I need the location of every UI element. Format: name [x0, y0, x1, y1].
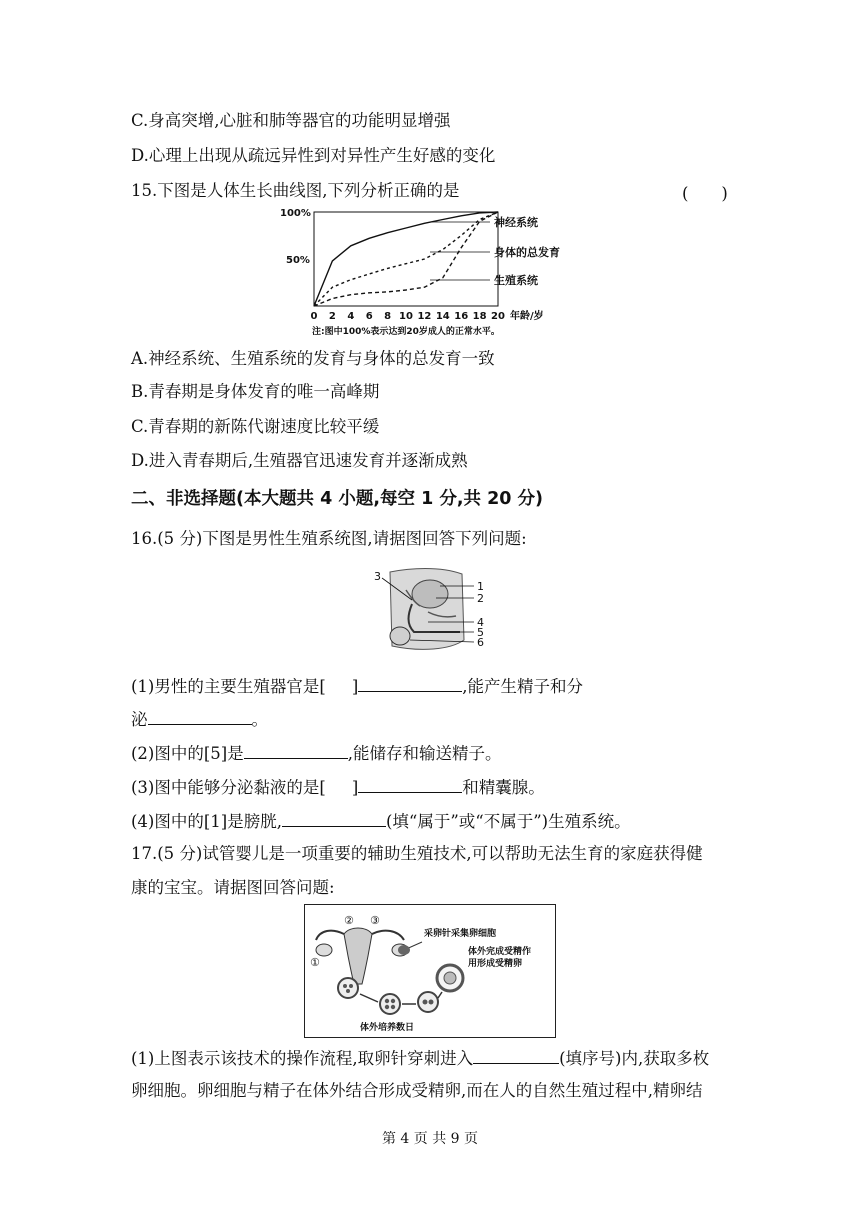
q17-p1-text-a: (1)上图表示该技术的操作流程,取卵针穿刺进入	[131, 1049, 474, 1068]
q16-p3-text-c: 和精囊腺。	[462, 778, 545, 797]
series-label-1: 神经系统	[494, 216, 538, 229]
chart-note: 注:图中100%表示达到20岁成人的正常水平。	[312, 327, 500, 337]
q16-p2-blank[interactable]	[244, 741, 348, 759]
x-tick-6: 6	[365, 311, 373, 322]
q16-p2-text-b: ,能储存和输送精子。	[347, 744, 502, 763]
x-tick-0: 0	[310, 311, 318, 322]
growth-curve-svg	[278, 206, 598, 344]
growth-curve-chart	[278, 206, 598, 344]
q16-part1-line1	[131, 674, 583, 698]
q16-p2-text-a: (2)图中的[5]是	[131, 744, 244, 763]
q16-p1-text-b: ]	[351, 677, 359, 696]
q17-stem-line1: 17.(5 分)试管婴儿是一项重要的辅助生殖技术,可以帮助无法生育的家庭获得健	[131, 844, 703, 863]
q17-p1-blank[interactable]	[473, 1046, 559, 1064]
x-tick-2: 2	[328, 311, 336, 322]
ivf-process-svg	[304, 904, 556, 1038]
q16-p4-text-a: (4)图中的[1]是膀胱,	[131, 812, 282, 831]
q16-p1-text-d: 泌	[131, 710, 148, 729]
series-label-3: 生殖系统	[494, 274, 538, 287]
q16-p3-text-a: (3)图中能够分泌黏液的是[	[131, 778, 326, 797]
x-tick-10: 10	[399, 311, 413, 322]
y-tick-100: 100%	[280, 208, 311, 219]
ivf-marker-1: ①	[310, 956, 320, 969]
q15-option-a: A.神经系统、生殖系统的发育与身体的总发育一致	[131, 349, 495, 368]
ivf-text-collect: 采卵针采集卵细胞	[424, 929, 497, 939]
q16-p3-blank[interactable]	[358, 775, 462, 793]
x-tick-20: 20	[491, 311, 505, 322]
q16-p1-text-c: ,能产生精子和分	[462, 677, 583, 696]
diagram-label-3: 3	[374, 570, 381, 583]
q15-stem: 15.下图是人体生长曲线图,下列分析正确的是	[131, 181, 460, 200]
q16-part1-line2	[131, 707, 268, 731]
series-label-2: 身体的总发育	[494, 246, 560, 259]
q16-p1-blank-organ[interactable]	[358, 674, 462, 692]
q17-stem-line2: 康的宝宝。请据图回答问题:	[131, 878, 335, 897]
x-tick-12: 12	[417, 311, 432, 322]
q14-option-c: C.身高突增,心脏和肺等器官的功能明显增强	[131, 111, 451, 130]
q16-p3-text-b: ]	[351, 778, 359, 797]
ivf-text-fertilize-1: 体外完成受精作	[468, 947, 532, 957]
ivf-marker-3: ③	[370, 914, 380, 927]
series-line-3	[314, 212, 498, 306]
q16-p1-blank-hormone[interactable]	[148, 707, 252, 725]
male-reproductive-svg	[370, 566, 490, 656]
diagram-label-1: 1	[477, 580, 484, 593]
q17-part1-line2: 卵细胞。卵细胞与精子在体外结合形成受精卵,而在人的自然生殖过程中,精卵结	[131, 1081, 703, 1100]
y-tick-50: 50%	[286, 255, 310, 266]
section-2-title: 二、非选择题(本大题共 4 小题,每空 1 分,共 20 分)	[131, 489, 544, 509]
q17-p1-text-b: (填序号)内,获取多枚	[559, 1049, 710, 1068]
page-footer: 第 4 页 共 9 页	[381, 1131, 479, 1147]
diagram-label-5: 5	[477, 626, 484, 639]
q16-part3	[131, 775, 545, 799]
ivf-marker-2: ②	[344, 914, 354, 927]
x-tick-16: 16	[454, 311, 469, 322]
q16-p4-blank[interactable]	[282, 809, 386, 827]
q15-option-c: C.青春期的新陈代谢速度比较平缓	[131, 417, 380, 436]
q16-part4	[131, 809, 631, 833]
x-tick-4: 4	[347, 311, 355, 322]
x-tick-8: 8	[384, 311, 392, 322]
q15-option-b: B.青春期是身体发育的唯一高峰期	[131, 382, 380, 401]
ivf-text-fertilize-2: 用形成受精卵	[468, 959, 523, 969]
x-tick-18: 18	[472, 311, 487, 322]
q15-answer-paren: ( )	[682, 184, 728, 203]
q16-p1-text-a: (1)男性的主要生殖器官是[	[131, 677, 326, 696]
male-reproductive-diagram	[370, 566, 490, 656]
q16-part2	[131, 741, 502, 765]
diagram-label-2: 2	[477, 592, 484, 605]
series-line-2	[314, 212, 498, 306]
q16-stem: 16.(5 分)下图是男性生殖系统图,请据图回答下列问题:	[131, 529, 527, 548]
diagram-label-6: 6	[477, 636, 484, 649]
q15-option-d: D.进入青春期后,生殖器官迅速发育并逐渐成熟	[131, 451, 468, 470]
q16-p1-text-e: 。	[251, 710, 268, 729]
q16-p4-text-b: (填“属于”或“不属于”)生殖系统。	[386, 812, 631, 831]
diagram-label-4: 4	[477, 616, 484, 629]
q14-option-d: D.心理上出现从疏远异性到对异性产生好感的变化	[131, 146, 496, 165]
x-tick-14: 14	[435, 311, 450, 322]
ivf-text-culture: 体外培养数日	[360, 1023, 415, 1033]
q17-part1-line1	[131, 1046, 709, 1070]
x-axis-label: 年龄/岁	[510, 311, 544, 322]
ivf-process-diagram	[304, 904, 556, 1038]
chart-plot-frame	[314, 212, 498, 306]
series-line-1	[314, 212, 498, 306]
